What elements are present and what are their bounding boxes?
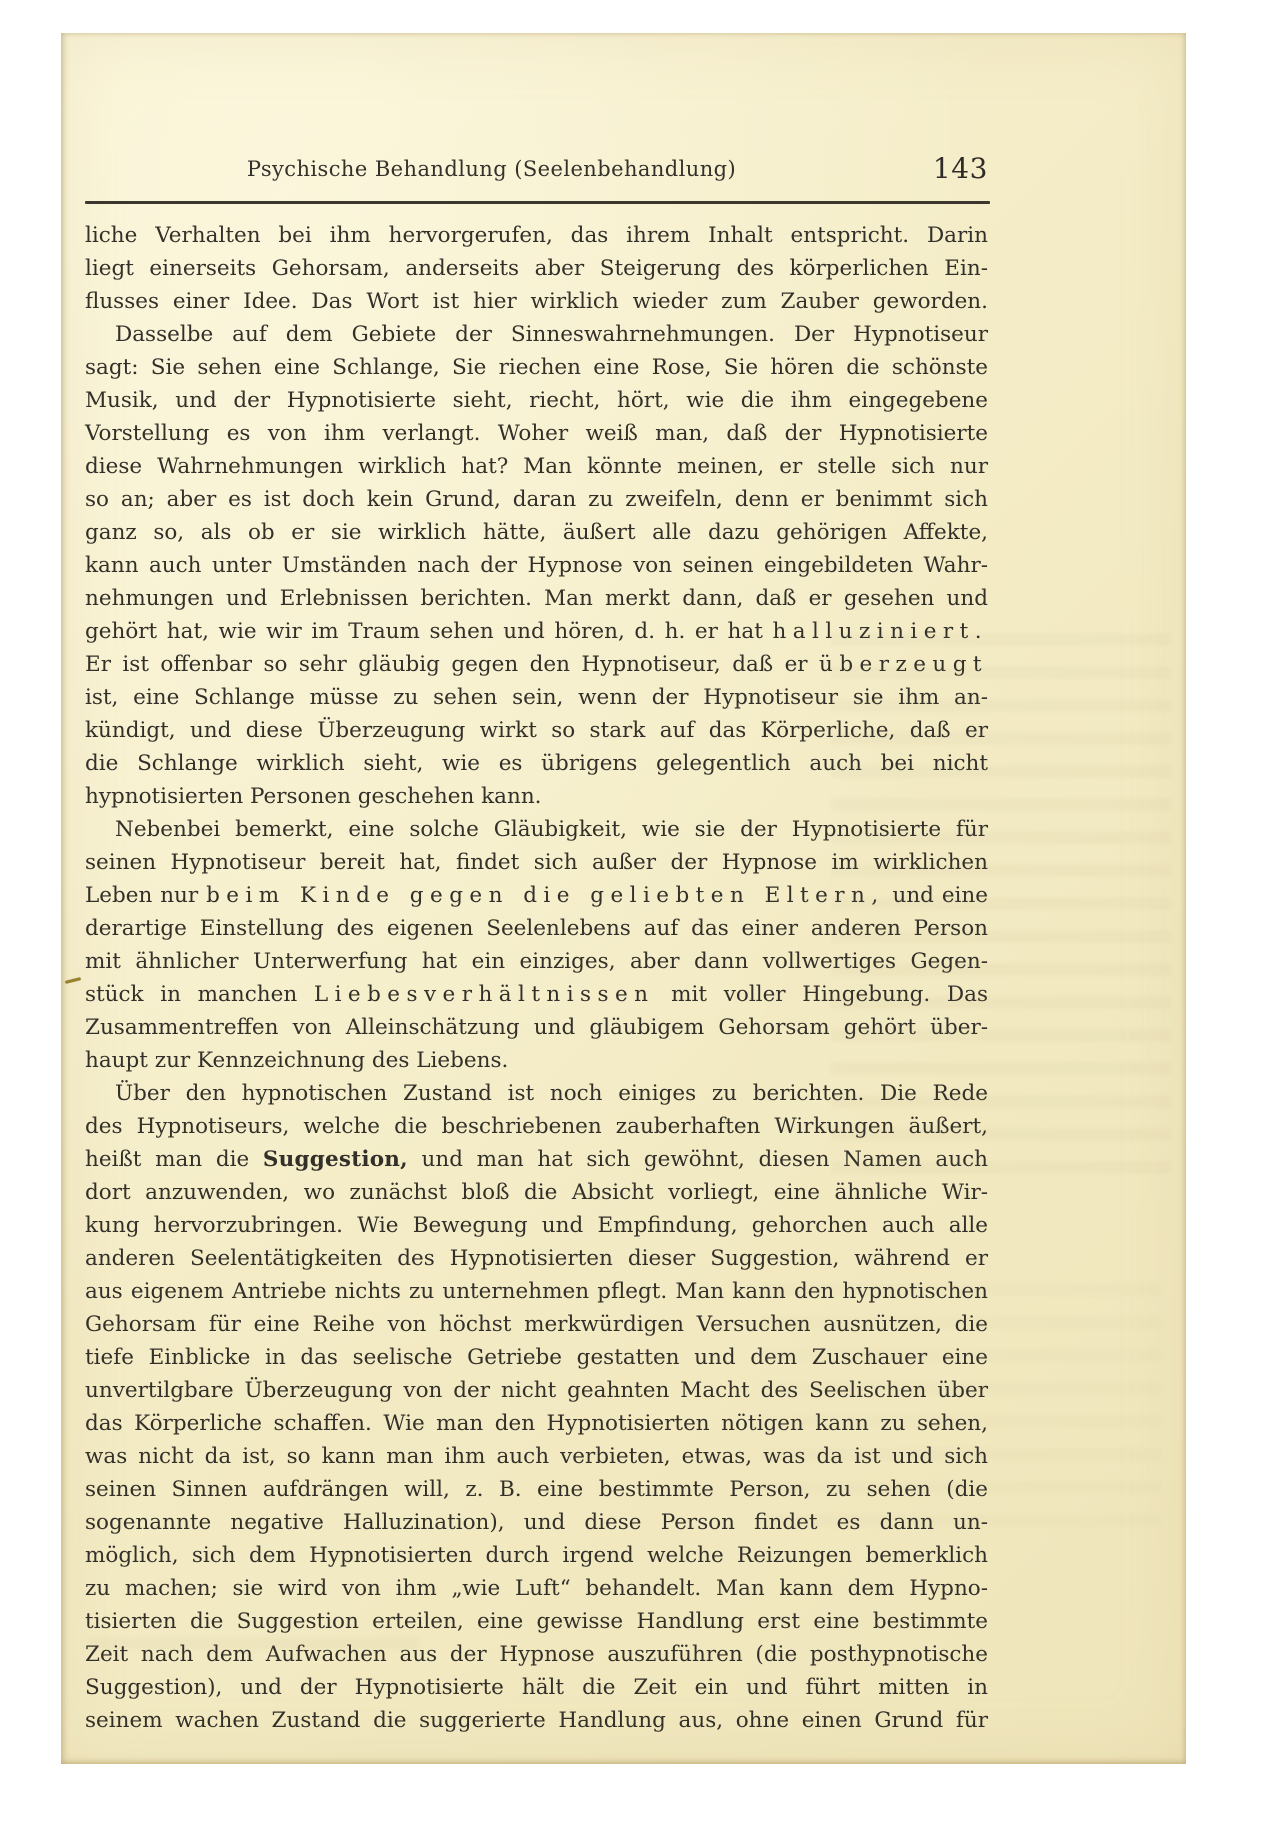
text-line bbox=[85, 417, 988, 450]
page-title: Psychische Behandlung (Seelenbehandlung) bbox=[246, 157, 737, 181]
text-segment: Nebenbei bemerkt, eine solche Gläubigkeit, wie sie der Hypnotisierte für bbox=[115, 817, 988, 842]
text-segment: tiefe Einblicke in das seelische Getriebe gestatten und dem Zuschauer eine bbox=[85, 1345, 988, 1370]
text-segment: anderen Seelentätigkeiten des Hypnotisierten dieser Suggestion, während er bbox=[85, 1246, 988, 1271]
text-segment: flusses einer Idee. Das Wort ist hier wirklich wieder zum Zauber geworden. bbox=[85, 289, 988, 314]
text-segment: so an; aber es ist doch kein Grund, daran zu zweifeln, denn er benimmt sich bbox=[85, 487, 988, 512]
text-segment: Dasselbe auf dem Gebiete der Sinneswahrnehmungen. Der Hypnotiseur bbox=[115, 322, 988, 347]
text-segment: seinem wachen Zustand die suggerierte Handlung aus, ohne einen Grund für bbox=[85, 1708, 988, 1733]
text-segment: mit voller Hingebung. Das bbox=[654, 982, 989, 1007]
text-segment: sagt: Sie sehen eine Schlange, Sie riechen eine Rose, Sie hören die schönste bbox=[85, 355, 988, 380]
text-segment: und eine bbox=[884, 883, 988, 908]
text-line bbox=[85, 1572, 988, 1605]
text-segment: nehmungen und Erlebnissen berichten. Man merkt dann, daß er gesehen und bbox=[85, 586, 988, 611]
text-segment: Über den hypnotischen Zustand ist noch einiges zu berichten. Die Rede bbox=[115, 1081, 988, 1106]
text-segment: das Körperliche schaffen. Wie man den Hypnotisierten nötigen kann zu sehen, bbox=[85, 1411, 988, 1436]
text-segment: sogenannte negative Halluzination), und diese Person findet es dann un- bbox=[85, 1510, 988, 1535]
text-segment: derartige Einstellung des eigenen Seelenlebens auf das einer anderen Person bbox=[85, 916, 988, 941]
text-segment: seinen Sinnen aufdrängen will, z. B. eine bestimmte Person, zu sehen (die bbox=[85, 1477, 988, 1502]
text-segment: dort anzuwenden, wo zunächst bloß die Absicht vorliegt, eine ähnliche Wir- bbox=[85, 1180, 988, 1205]
text-line bbox=[85, 1605, 988, 1638]
text-segment: Leben nur bbox=[85, 883, 207, 908]
pencil-margin-mark bbox=[65, 977, 81, 984]
text-line bbox=[85, 285, 988, 318]
text-segment: kann auch unter Umständen nach der Hypnose von seinen eingebildeten Wahr- bbox=[85, 553, 988, 578]
text-segment: liche Verhalten bei ihm hervorgerufen, das ihrem Inhalt entspricht. Darin bbox=[85, 223, 988, 248]
text-segment: unvertilgbare Überzeugung von der nicht geahnten Macht des Seelischen über bbox=[85, 1378, 988, 1403]
text-segment: kündigt, und diese Überzeugung wirkt so stark auf das Körperliche, daß er bbox=[85, 718, 988, 743]
text-line bbox=[85, 1539, 988, 1572]
text-line bbox=[85, 1704, 988, 1737]
text-segment: haupt zur Kennzeichnung des Liebens. bbox=[85, 1048, 509, 1073]
text-segment: die Schlange wirklich sieht, wie es übrigens gelegentlich auch bei nicht bbox=[85, 751, 988, 776]
letterspaced-text: halluziniert. bbox=[772, 619, 988, 644]
text-segment: hypnotisierten Personen geschehen kann. bbox=[85, 784, 542, 809]
ink-bleed-through bbox=[831, 633, 1171, 1193]
running-head bbox=[85, 141, 988, 185]
text-segment: liegt einerseits Gehorsam, anderseits aber Steigerung des körperlichen Ein- bbox=[85, 256, 988, 281]
text-segment: gehört hat, wie wir im Traum sehen und hören, d. h. er hat bbox=[85, 619, 773, 644]
text-segment: kung hervorzubringen. Wie Bewegung und Empfindung, gehorchen auch alle bbox=[85, 1213, 988, 1238]
text-segment: möglich, sich dem Hypnotisierten durch irgend welche Reizungen bemerklich bbox=[85, 1543, 988, 1568]
text-segment: ist, eine Schlange müsse zu sehen sein, wenn der Hypnotiseur sie ihm an- bbox=[85, 685, 988, 710]
text-segment: stück in manchen bbox=[85, 982, 314, 1007]
header-rule bbox=[85, 201, 990, 204]
text-line bbox=[85, 351, 988, 384]
text-segment: tisierten die Suggestion erteilen, eine gewisse Handlung erst eine bestimmte bbox=[85, 1609, 988, 1634]
paper-sheet bbox=[61, 33, 1186, 1764]
letterspaced-text: beim Kinde gegen die geliebten Eltern, bbox=[206, 883, 885, 908]
text-line bbox=[85, 252, 988, 285]
text-line bbox=[85, 582, 988, 615]
text-segment: Zusammentreffen von Alleinschätzung und gläubigem Gehorsam gehört über- bbox=[85, 1015, 988, 1040]
text-segment: mit ähnlicher Unterwerfung hat ein einziges, aber dann vollwertiges Gegen- bbox=[85, 949, 988, 974]
text-segment: und man hat sich gewöhnt, diesen Namen auch bbox=[407, 1147, 988, 1172]
text-segment: Vorstellung es von ihm verlangt. Woher weiß man, daß der Hypnotisierte bbox=[85, 421, 988, 446]
bold-text: Suggestion, bbox=[262, 1147, 408, 1172]
text-segment: Er ist offenbar so sehr gläubig gegen den Hypnotiseur, daß er bbox=[85, 652, 820, 677]
ink-bleed-through bbox=[761, 1283, 1161, 1543]
text-segment: Suggestion), und der Hypnotisierte hält die Zeit ein und führt mitten in bbox=[85, 1675, 988, 1700]
page-number: 143 bbox=[932, 152, 988, 185]
text-segment: Musik, und der Hypnotisierte sieht, riecht, hört, wie die ihm eingegebene bbox=[85, 388, 988, 413]
text-line bbox=[85, 318, 988, 351]
text-line bbox=[85, 1209, 988, 1242]
text-segment: was nicht da ist, so kann man ihm auch verbieten, etwas, was da ist und sich bbox=[85, 1444, 988, 1469]
text-line bbox=[85, 219, 988, 252]
letterspaced-text: Liebesverhältnissen bbox=[313, 982, 655, 1007]
text-line bbox=[85, 483, 988, 516]
text-segment: aus eigenem Antriebe nichts zu unternehmen pflegt. Man kann den hypnotischen bbox=[85, 1279, 988, 1304]
ink-bleed-through bbox=[89, 1637, 419, 1665]
text-line bbox=[85, 549, 988, 582]
text-segment: seinen Hypnotiseur bereit hat, findet sich außer der Hypnose im wirklichen bbox=[85, 850, 988, 875]
text-segment: zu machen; sie wird von ihm „wie Luft“ behandelt. Man kann dem Hypno- bbox=[85, 1576, 988, 1601]
text-segment: Zeit nach dem Aufwachen aus der Hypnose auszuführen (die posthypnotische bbox=[85, 1642, 988, 1667]
text-segment: heißt man die bbox=[85, 1147, 263, 1172]
text-line bbox=[85, 450, 988, 483]
paragraph bbox=[85, 219, 988, 318]
text-line bbox=[85, 384, 988, 417]
text-line bbox=[85, 516, 988, 549]
text-segment: diese Wahrnehmungen wirklich hat? Man könnte meinen, er stelle sich nur bbox=[85, 454, 988, 479]
letterspaced-text: überzeugt bbox=[819, 652, 988, 677]
text-segment: ganz so, als ob er sie wirklich hätte, äußert alle dazu gehörigen Affekte, bbox=[85, 520, 988, 545]
text-line bbox=[85, 1242, 988, 1275]
text-segment: Gehorsam für eine Reihe von höchst merkwürdigen Versuchen ausnützen, die bbox=[85, 1312, 988, 1337]
text-segment: des Hypnotiseurs, welche die beschriebenen zauberhaften Wirkungen äußert, bbox=[85, 1114, 988, 1139]
text-line bbox=[85, 1671, 988, 1704]
